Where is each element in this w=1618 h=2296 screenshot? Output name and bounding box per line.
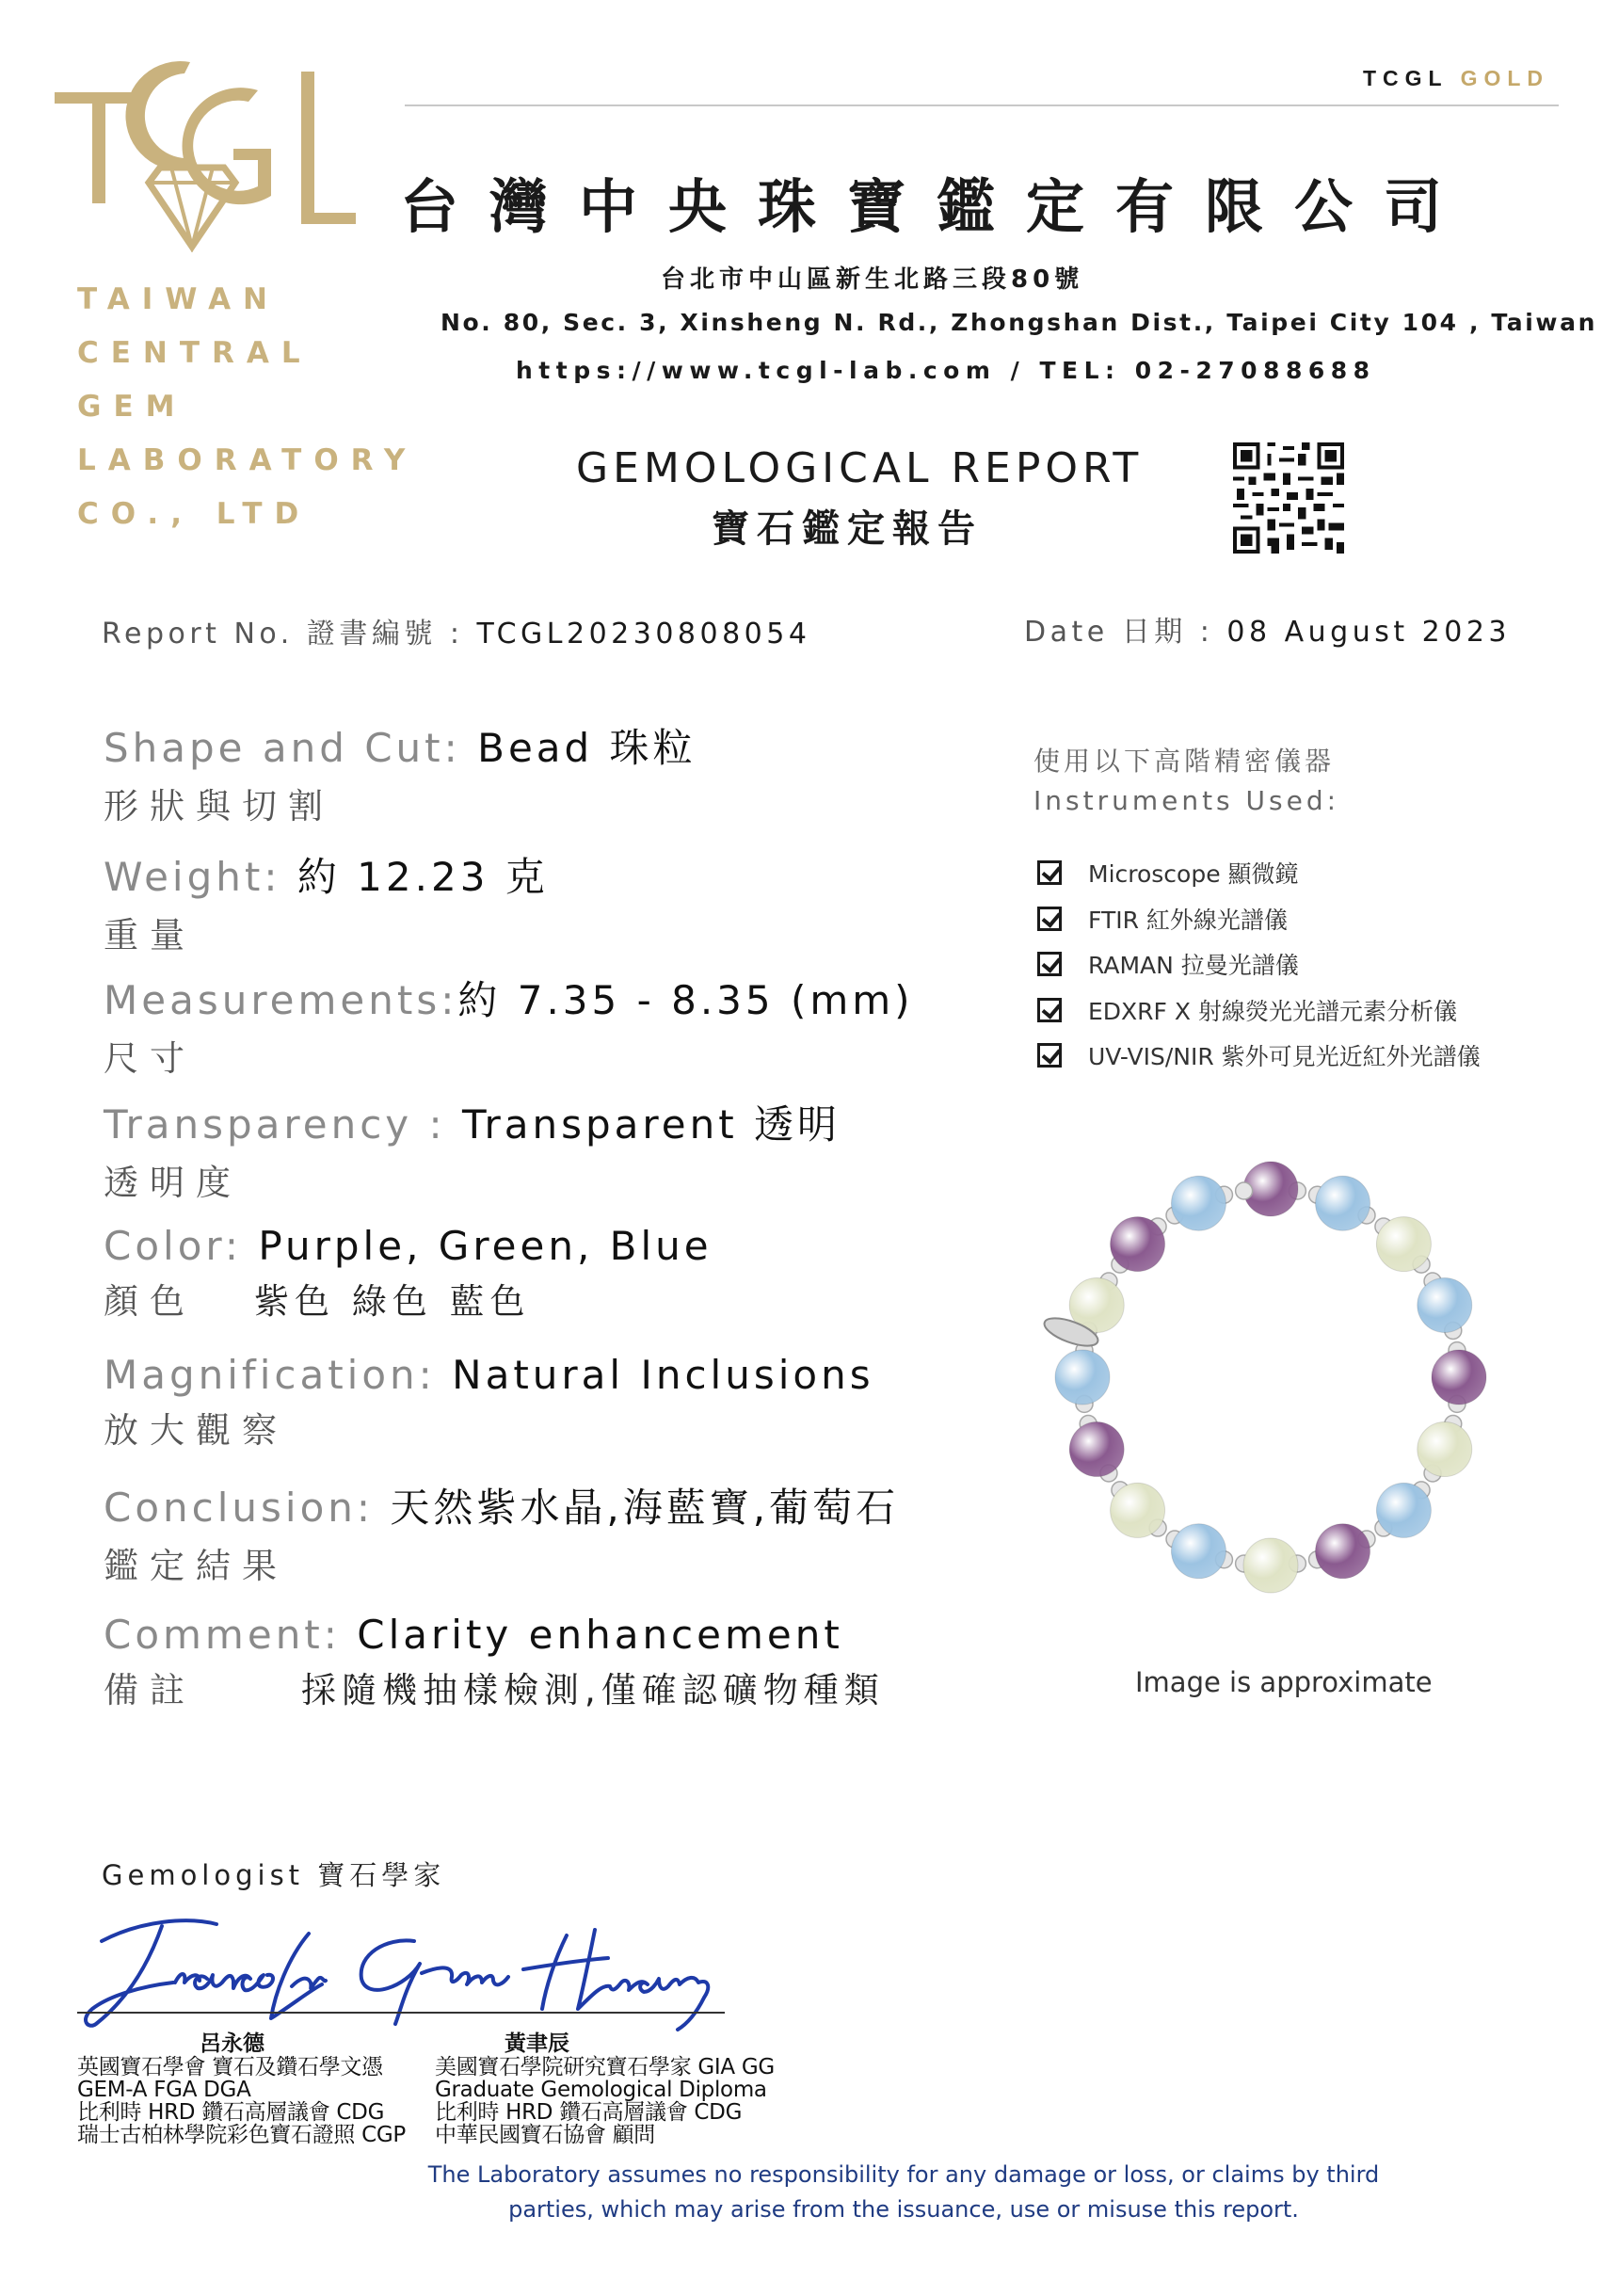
silver-spacer bbox=[1236, 1182, 1253, 1199]
gem-bead bbox=[1069, 1422, 1124, 1477]
instrument-item bbox=[1037, 896, 1481, 942]
field-value-zh: 採隨機抽樣檢測,僅確認礦物種類 bbox=[301, 1670, 885, 1710]
lab-name bbox=[77, 273, 417, 541]
field-value: Purple, Green, Blue bbox=[258, 1223, 713, 1269]
gemologist-name: 呂永德 bbox=[200, 2031, 264, 2056]
brand-tier: GOLD bbox=[1460, 66, 1550, 90]
gemologist-label: Gemologist 寶石學家 bbox=[102, 1859, 446, 1891]
qr-code-icon[interactable] bbox=[1233, 442, 1344, 554]
field-label-zh: 尺寸 bbox=[104, 1038, 196, 1079]
credential-line: 比利時 HRD 鑽石高層議會 CDG bbox=[435, 2100, 743, 2125]
lab-name-line: LABORATORY bbox=[77, 443, 418, 477]
gemologist-name: 黃聿辰 bbox=[505, 2031, 569, 2056]
field-value: 約 7.35 - 8.35 (mm) bbox=[457, 977, 914, 1023]
gem-bead bbox=[1055, 1350, 1110, 1405]
field-label: Conclusion: bbox=[104, 1485, 391, 1531]
credential-line: Graduate Gemological Diploma bbox=[435, 2078, 767, 2102]
gem-bead bbox=[1376, 1217, 1431, 1272]
address-zh: 台北市中山區新生北路三段80號 bbox=[661, 265, 1084, 294]
lab-name-line: TAIWAN bbox=[77, 282, 280, 316]
report-date-value: 08 August 2023 bbox=[1226, 616, 1512, 649]
gem-bead bbox=[1111, 1217, 1165, 1272]
report-number-label: Report No. 證書編號 : bbox=[102, 618, 477, 650]
instrument-item bbox=[1037, 941, 1481, 987]
report-date-label: Date 日期 : bbox=[1024, 616, 1227, 649]
field-label: Weight: bbox=[104, 854, 297, 900]
field-value: Clarity enhancement bbox=[357, 1612, 843, 1658]
field-conclusion bbox=[104, 1477, 899, 1588]
field-label: Measurements: bbox=[104, 977, 458, 1023]
instrument-label: Microscope 顯微鏡 bbox=[1088, 860, 1299, 889]
report-title: GEMOLOGICAL REPORT bbox=[576, 444, 1144, 492]
instrument-item bbox=[1037, 850, 1481, 896]
checkbox-checked-icon bbox=[1037, 998, 1062, 1022]
header-rule bbox=[405, 104, 1559, 106]
image-caption: Image is approximate bbox=[1135, 1666, 1433, 1698]
instrument-item bbox=[1037, 1033, 1481, 1079]
instrument-item bbox=[1037, 987, 1481, 1034]
field-color bbox=[104, 1223, 713, 1324]
instrument-label: FTIR 紅外線光譜儀 bbox=[1088, 906, 1288, 934]
address-en: No. 80, Sec. 3, Xinsheng N. Rd., Zhongshan Dist., Taipei City 104 , Taiwan bbox=[441, 309, 1597, 336]
field-label: Transparency : bbox=[104, 1101, 462, 1148]
field-label-zh: 透明度 bbox=[104, 1163, 242, 1203]
instruments-list bbox=[1037, 850, 1481, 1079]
checkbox-checked-icon bbox=[1037, 952, 1062, 976]
field-label-zh: 顏色 bbox=[104, 1281, 196, 1322]
gem-bead bbox=[1418, 1277, 1472, 1332]
field-value-zh: 紫色 綠色 藍色 bbox=[254, 1281, 531, 1322]
gem-bead bbox=[1171, 1524, 1226, 1579]
gem-bead bbox=[1432, 1350, 1486, 1405]
field-value: 天然紫水晶,海藍寶,葡萄石 bbox=[390, 1485, 900, 1531]
credential-line: 英國寶石學會 寶石及鑽石學文憑 bbox=[77, 2055, 383, 2079]
field-label-zh: 備註 bbox=[104, 1670, 196, 1710]
report-number-value: TCGL20230808054 bbox=[476, 618, 811, 650]
disclaimer-line: parties, which may arise from the issuance, use or misuse this report. bbox=[508, 2196, 1299, 2223]
field-label: Magnification: bbox=[104, 1352, 453, 1398]
gem-bead bbox=[1243, 1538, 1298, 1593]
lab-name-line: CENTRAL bbox=[77, 336, 312, 370]
checkbox-checked-icon bbox=[1037, 907, 1062, 931]
instruments-heading bbox=[1033, 742, 1339, 821]
report-number bbox=[102, 610, 810, 651]
field-transparency bbox=[104, 1094, 841, 1205]
tcgl-logo bbox=[49, 55, 360, 252]
gem-bead bbox=[1171, 1176, 1226, 1230]
credential-line: 中華民國寶石協會 顧問 bbox=[435, 2123, 656, 2147]
instruments-heading-zh: 使用以下高階精密儀器 bbox=[1033, 746, 1336, 777]
field-measurements bbox=[104, 970, 914, 1081]
gem-bead bbox=[1418, 1422, 1472, 1477]
credential-line: 美國寶石學院研究寶石學家 GIA GG bbox=[435, 2055, 775, 2079]
credential-line: 比利時 HRD 鑽石高層議會 CDG bbox=[77, 2100, 385, 2125]
lab-name-line: GEM bbox=[77, 390, 187, 424]
bracelet-image bbox=[1035, 1134, 1506, 1614]
field-value: Transparent 透明 bbox=[462, 1101, 841, 1148]
field-label: Comment: bbox=[104, 1612, 358, 1658]
gem-bead bbox=[1316, 1176, 1370, 1230]
instrument-label: RAMAN 拉曼光譜儀 bbox=[1088, 952, 1299, 980]
brand-mark bbox=[1363, 66, 1549, 91]
credential-line: GEM-A FGA DGA bbox=[77, 2078, 251, 2102]
credential-line: 瑞士古柏林學院彩色寶石證照 CGP bbox=[77, 2123, 406, 2147]
checkbox-checked-icon bbox=[1037, 860, 1062, 885]
field-label-zh: 重量 bbox=[104, 915, 196, 955]
field-label: Color: bbox=[104, 1223, 259, 1269]
report-date bbox=[1024, 608, 1511, 650]
checkbox-checked-icon bbox=[1037, 1043, 1062, 1068]
gem-bead bbox=[1376, 1483, 1431, 1537]
field-shape bbox=[104, 717, 697, 828]
signature-line bbox=[77, 2012, 725, 2014]
field-label-zh: 形狀與切割 bbox=[104, 786, 334, 827]
gem-bead bbox=[1316, 1524, 1370, 1579]
gem-bead bbox=[1111, 1483, 1165, 1537]
lab-name-line: CO., LTD bbox=[77, 497, 312, 531]
field-value: Natural Inclusions bbox=[452, 1352, 874, 1398]
instruments-heading-en: Instruments Used: bbox=[1033, 785, 1340, 816]
gemologist-credentials bbox=[435, 2056, 775, 2146]
disclaimer-line: The Laboratory assumes no responsibility for any damage or loss, or claims by third bbox=[427, 2161, 1380, 2188]
disclaimer bbox=[358, 2158, 1450, 2227]
instrument-label: EDXRF X 射線熒光光譜元素分析儀 bbox=[1088, 997, 1457, 1025]
field-label-zh: 鑑定結果 bbox=[104, 1546, 288, 1586]
field-weight bbox=[104, 846, 549, 957]
field-magnification bbox=[104, 1352, 874, 1453]
gemologist-credentials bbox=[77, 2056, 406, 2146]
company-name-zh: 台灣中央珠寶鑑定有限公司 bbox=[400, 172, 1474, 241]
field-value: Bead 珠粒 bbox=[477, 725, 697, 771]
website-phone: https://www.tcgl-lab.com / TEL: 02-27088688 bbox=[516, 357, 1376, 384]
instrument-label: UV-VIS/NIR 紫外可見光近紅外光譜儀 bbox=[1088, 1043, 1481, 1071]
brand-name: TCGL bbox=[1363, 66, 1449, 90]
field-value: 約 12.23 克 bbox=[296, 854, 549, 900]
field-comment bbox=[104, 1612, 885, 1712]
field-label-zh: 放大觀察 bbox=[104, 1410, 288, 1451]
report-title-zh: 寶石鑑定報告 bbox=[712, 507, 983, 551]
field-label: Shape and Cut: bbox=[104, 725, 478, 771]
